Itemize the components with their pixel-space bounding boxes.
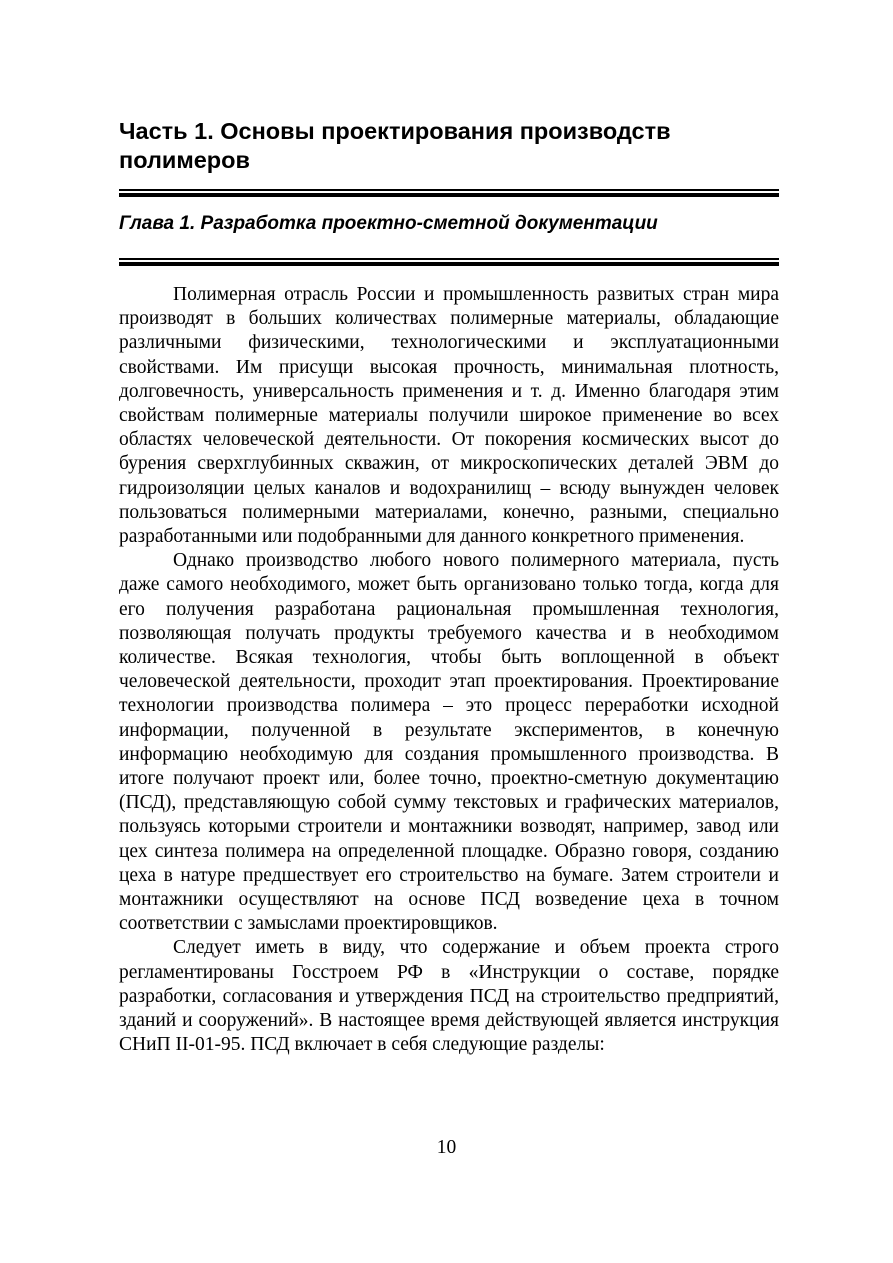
paragraph-3: Следует иметь в виду, что содержание и объем проекта строго регламентированы Госстроем РФ в «Инструкции о составе, порядке разработки, согласования и утверждения ПСД на строительство предприятий, зданий и сооружений». В настоящее время действующей является инструкция СНиП II-01-95. ПСД включает в себя следующие разделы: bbox=[119, 937, 779, 1056]
title-divider-bottom bbox=[119, 258, 779, 266]
part-title: Часть 1. Основы проектирования производств полимеров bbox=[119, 118, 671, 173]
page-number: 10 bbox=[436, 1137, 457, 1158]
title-divider-top bbox=[119, 189, 779, 197]
chapter-title: Глава 1. Разработка проектно-сметной документации bbox=[119, 213, 658, 234]
paragraph-1: Полимерная отрасль России и промышленность развитых стран мира производят в больших количествах полимерные материалы, обладающие различными физическими, технологическими и эксплуатационными свойствами. Им присущи высокая прочность, минимальная плотность, долговечность, универсальность применения и т. д. Именно благодаря этим свойствам полимерные материалы получили широкое применение во всех областях человеческой деятельности. От покорения космических высот до бурения сверхглубинных скважин, от микроскопических деталей ЭВМ до гидроизоляции целых каналов и водохранилищ – всюду вынужден человек пользоваться полимерными материалами, конечно, разными, специально разработанными или подобранными для данного конкретного применения. bbox=[119, 284, 779, 548]
body-text bbox=[119, 283, 779, 1058]
paragraph-2: Однако производство любого нового полимерного материала, пусть даже самого необходимого, может быть организовано только тогда, когда для его получения разработана рациональная промышленная технология, позволяющая получать продукты требуемого качества и в необходимом количестве. Всякая технология, чтобы быть воплощенной в объект человеческой деятельности, проходит этап проектирования. Проектирование технологии производства полимера – это процесс переработки исходной информации, полученной в результате экспериментов, в конечную информацию необходимую для создания промышленного производства. В итоге получают проект или, более точно, проектно-сметную документацию (ПСД), представляющую собой сумму текстовых и графических материалов, пользуясь которыми строители и монтажники возводят, например, завод или цех синтеза полимера на определенной площадке. Образно говоря, созданию цеха в натуре предшествует его строительство на бумаге. Затем строители и монтажники осуществляют на основе ПСД возведение цеха в точном соответствии с замыслами проектировщиков. bbox=[119, 550, 779, 935]
